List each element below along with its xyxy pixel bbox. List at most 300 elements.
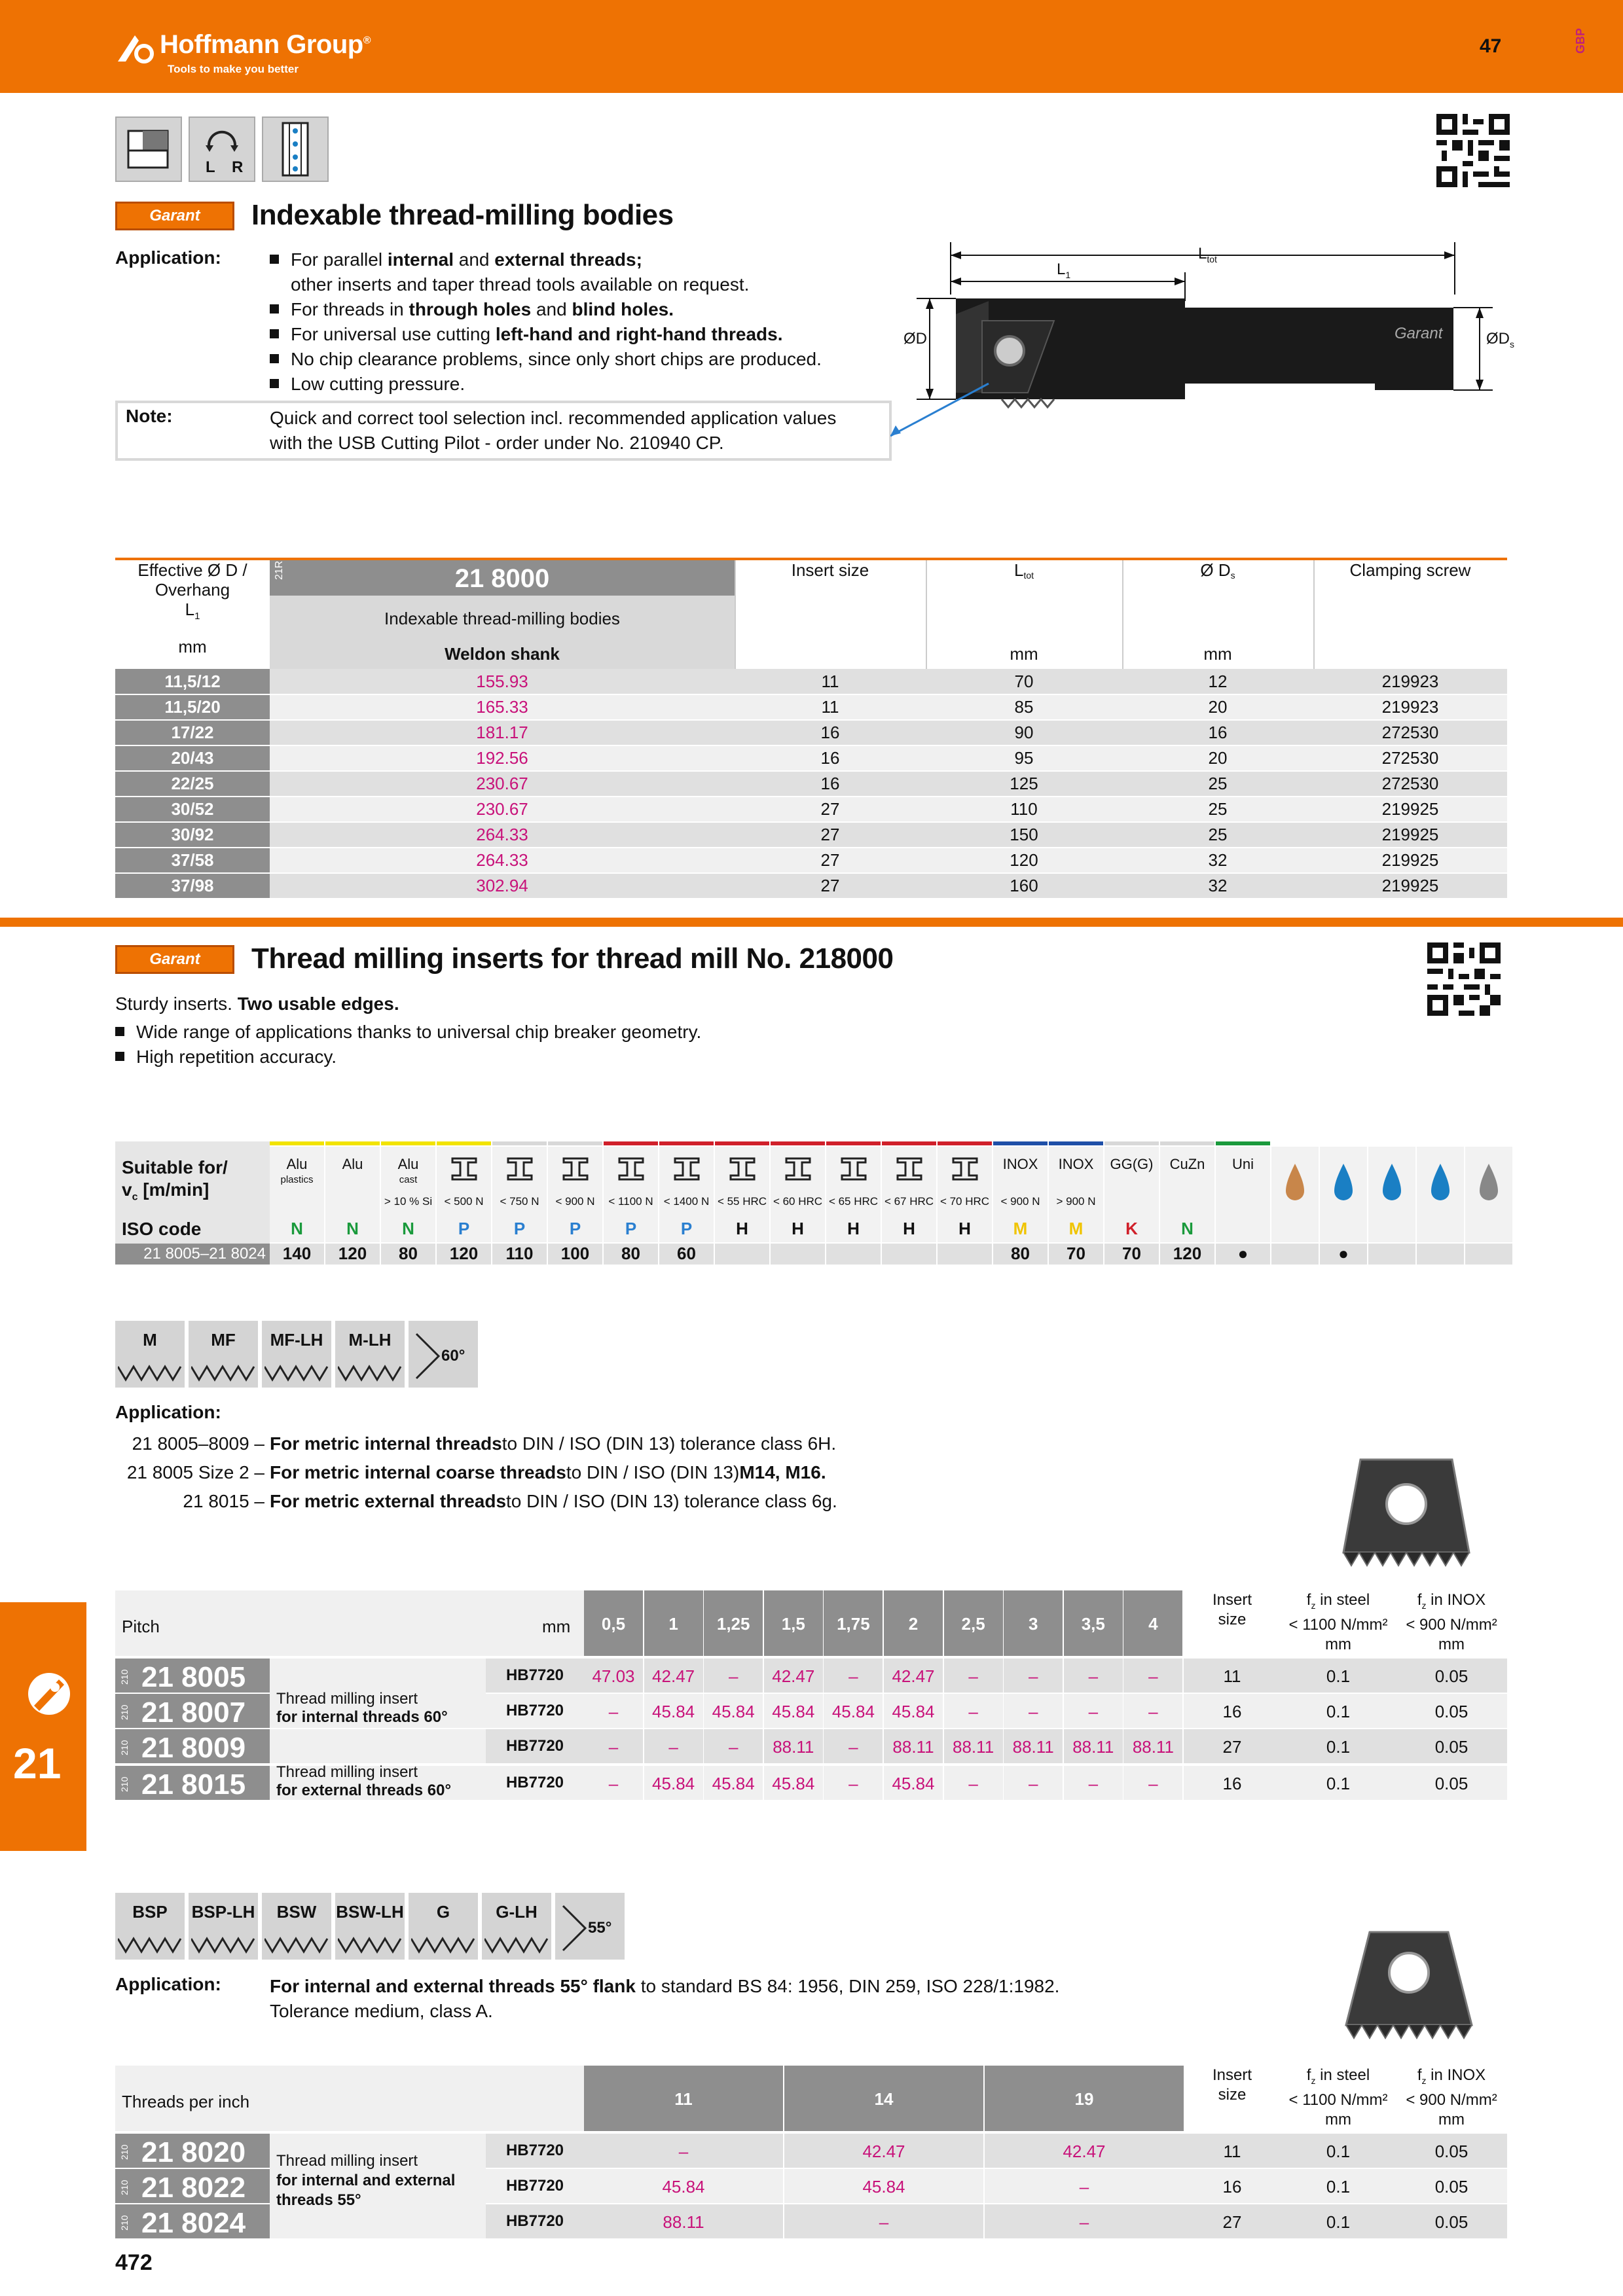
fz-steel-header: $f_z$ in steel < 1100 N/mm² mm xyxy=(1288,2066,1388,2128)
section2-bullets xyxy=(115,1020,701,1069)
insert-55-image xyxy=(1343,1927,1474,2042)
cutting-speed xyxy=(938,1244,992,1265)
cell-price: 302.94 xyxy=(270,873,735,899)
cell-eff: 30/52 xyxy=(115,797,270,822)
cell-ltot: 85 xyxy=(926,694,1122,720)
material-name: GG(G) xyxy=(1110,1156,1154,1172)
insert-size-header: Insert size xyxy=(1212,2066,1252,2104)
cell-insert: 27 xyxy=(735,822,926,848)
cell-clamp: 272530 xyxy=(1313,771,1507,797)
metric-inserts-table xyxy=(115,1590,1507,1816)
section2-intro: Sturdy inserts. Two usable edges. xyxy=(115,994,399,1014)
coolant-icon xyxy=(1379,1161,1405,1207)
steel-beam-icon xyxy=(951,1156,979,1182)
pitch-value: 1,75 xyxy=(837,1614,870,1634)
brand-logo[interactable] xyxy=(115,26,384,85)
tool-brand-print: Garant xyxy=(1395,325,1443,342)
iso-code: H xyxy=(958,1219,971,1238)
cell-eff: 11,5/12 xyxy=(115,669,270,694)
material-limit: > 10 % Si xyxy=(384,1195,433,1208)
thread-profile-icon xyxy=(118,1932,182,1958)
thread-profile-tile xyxy=(189,1893,258,1960)
price-cell: – xyxy=(879,2212,889,2232)
price-cell: 88.11 xyxy=(892,1737,934,1757)
cell-clamp: 219925 xyxy=(1313,873,1507,899)
cell-eff: 17/22 xyxy=(115,720,270,745)
price-cell: 45.84 xyxy=(831,1702,875,1721)
material-bar xyxy=(715,1141,769,1145)
steel-beam-icon xyxy=(895,1156,924,1182)
suitable-label: Suitable for/ xyxy=(122,1157,228,1177)
material-limit: < 500 N xyxy=(444,1195,484,1208)
cell-ltot: 90 xyxy=(926,720,1122,745)
desc-line: Thread milling insert xyxy=(276,2152,418,2170)
coolant-value xyxy=(1417,1244,1464,1265)
milling-tool-icon xyxy=(26,1668,72,1720)
app3-label: Application: xyxy=(115,1974,221,1994)
thread-profile-icon xyxy=(484,1932,549,1958)
cell-clamp: 272530 xyxy=(1313,745,1507,771)
material-limit: < 67 HRC xyxy=(884,1195,934,1208)
desc-external: Thread milling insert xyxy=(276,1763,418,1781)
ltot-header: $L_{tot}$ xyxy=(1013,560,1034,581)
ltot-label: $L_{tot}$ xyxy=(1198,245,1217,264)
ds-header: Ø $D_s$ xyxy=(1200,560,1235,581)
grade: HB7720 xyxy=(505,1666,564,1684)
price-cell: 42.47 xyxy=(862,2142,905,2161)
note-label: Note: xyxy=(126,406,173,426)
coolant-icon xyxy=(1330,1161,1357,1207)
thread-profile-tile xyxy=(262,1321,331,1388)
thread-profile-label: MF xyxy=(211,1330,236,1350)
material-bar xyxy=(993,1141,1048,1145)
thread-profile-label: BSW xyxy=(276,1902,317,1922)
cell-fzi: 0.05 xyxy=(1434,2212,1468,2232)
bullet-item: For universal use cutting left-hand and right-hand threads. xyxy=(270,322,822,347)
side-code: 210 xyxy=(119,1740,130,1755)
note-text xyxy=(270,406,836,456)
thread-angle-tile xyxy=(409,1321,478,1388)
pitch-value: 3,5 xyxy=(1081,1614,1105,1634)
chapter-side-tab[interactable] xyxy=(0,1602,86,1851)
garant-badge-text: Garant xyxy=(149,950,200,968)
ltot-unit: mm xyxy=(1010,644,1038,664)
tpi-label: Threads per inch xyxy=(122,2092,250,2111)
table-row xyxy=(115,669,1507,694)
cell-eff: 22/25 xyxy=(115,771,270,797)
article-number: 21 8024 xyxy=(141,2207,246,2239)
cutting-speed: 70 xyxy=(1104,1244,1159,1265)
bullet-item: For parallel internal and external threads; xyxy=(270,247,822,272)
price-cell: 45.84 xyxy=(652,1702,695,1721)
steel-beam-icon xyxy=(450,1156,479,1182)
material-limit: < 65 HRC xyxy=(828,1195,879,1208)
bullet-item: Low cutting pressure. xyxy=(270,372,822,397)
cutting-speed: 80 xyxy=(604,1244,658,1265)
material-limit: < 900 N xyxy=(555,1195,595,1208)
pitch-label: Pitch xyxy=(122,1617,160,1636)
material-bar xyxy=(1049,1141,1103,1145)
cell-fzs: 0.1 xyxy=(1326,1774,1351,1793)
side-code: 210 xyxy=(119,2179,130,2195)
thread-profile-label: BSW-LH xyxy=(336,1902,404,1922)
material-bar xyxy=(882,1141,936,1145)
cell-insert: 16 xyxy=(735,771,926,797)
price-cell: 42.47 xyxy=(652,1666,695,1686)
price-cell: – xyxy=(1079,2212,1089,2232)
material-bar xyxy=(659,1141,714,1145)
iso-code: N xyxy=(346,1219,359,1238)
price-cell: 88.11 xyxy=(1132,1737,1174,1757)
table-row xyxy=(115,771,1507,797)
cell-eff: 37/98 xyxy=(115,873,270,899)
material-name: INOX xyxy=(1002,1156,1038,1172)
cell-ds: 20 xyxy=(1122,694,1313,720)
price-cell: – xyxy=(1079,2177,1089,2197)
price-cell: – xyxy=(848,1774,858,1793)
cell-insert: 16 xyxy=(735,720,926,745)
pitch-value: 1 xyxy=(668,1614,678,1634)
price-cell: – xyxy=(848,1666,858,1686)
price-cell: 88.11 xyxy=(663,2212,704,2232)
table-row xyxy=(115,848,1507,873)
steel-beam-icon xyxy=(672,1156,701,1182)
thread-profile-icon xyxy=(118,1360,182,1386)
material-sub: plastics xyxy=(280,1174,314,1185)
desc-external-line2: for external threads 60° xyxy=(276,1782,452,1799)
thread-profile-icon xyxy=(264,1360,329,1386)
price-cell: – xyxy=(1028,1666,1038,1686)
price-cell: 45.84 xyxy=(712,1774,755,1793)
steel-beam-icon xyxy=(839,1156,868,1182)
l1-label: $L_1$ xyxy=(1057,260,1071,280)
coolant-icon xyxy=(1282,1161,1308,1207)
coolant-value xyxy=(1271,1244,1319,1265)
cell-ds: 25 xyxy=(1122,797,1313,822)
material-name: Alu xyxy=(397,1156,419,1172)
cell-fzs: 0.1 xyxy=(1326,1702,1351,1721)
grade: HB7720 xyxy=(505,1737,564,1755)
material-limit: < 55 HRC xyxy=(717,1195,767,1208)
cell-clamp: 272530 xyxy=(1313,720,1507,745)
note-line: Quick and correct tool selection incl. recommended application values xyxy=(270,408,837,428)
article-header: 21R 21 8000 xyxy=(270,560,735,596)
iso-code: N xyxy=(1181,1219,1194,1238)
thread-profile-tile xyxy=(335,1893,405,1960)
side-code: 210 xyxy=(119,1669,130,1685)
tpi-value: 19 xyxy=(1074,2089,1094,2109)
cutting-speed: 120 xyxy=(325,1244,380,1265)
garant-badge-text: Garant xyxy=(149,207,200,224)
iso-code: H xyxy=(792,1219,804,1238)
price-cell: – xyxy=(678,2142,689,2161)
qr-code-icon[interactable] xyxy=(1427,942,1501,1016)
cell-ltot: 160 xyxy=(926,873,1122,899)
price-cell: 45.84 xyxy=(772,1774,815,1793)
materials-table xyxy=(115,1141,1507,1266)
thread-profile-icon xyxy=(191,1932,255,1958)
brand-tagline: Tools to make you better xyxy=(168,63,299,75)
thread-angle: 60° xyxy=(441,1347,465,1365)
cutting-speed: ● xyxy=(1216,1244,1270,1265)
cutting-speed: 100 xyxy=(548,1244,602,1265)
steel-beam-icon xyxy=(784,1156,812,1182)
coolant-value xyxy=(1368,1244,1415,1265)
material-bar xyxy=(437,1141,491,1145)
qr-code-icon[interactable] xyxy=(1436,114,1510,187)
price-cell: 88.11 xyxy=(773,1737,814,1757)
bullet-item: High repetition accuracy. xyxy=(115,1045,701,1069)
cell-ds: 20 xyxy=(1122,745,1313,771)
cell-insert: 27 xyxy=(735,873,926,899)
price-cell: 42.47 xyxy=(772,1666,815,1686)
thread-profile-icon xyxy=(191,1360,255,1386)
side-code: 210 xyxy=(119,2144,130,2160)
desc-line: for internal and external xyxy=(276,2172,456,2189)
desc-line: threads 55° xyxy=(276,2191,361,2209)
cutting-speed xyxy=(882,1244,936,1265)
price-cell: 45.84 xyxy=(652,1774,695,1793)
material-bar xyxy=(492,1141,547,1145)
tpi-value: 11 xyxy=(674,2089,693,2109)
material-limit: > 900 N xyxy=(1056,1195,1096,1208)
material-name: INOX xyxy=(1058,1156,1094,1172)
cell-insert: 16 xyxy=(735,745,926,771)
bullet-item: For threads in through holes and blind holes. xyxy=(270,297,822,322)
cutting-speed: 110 xyxy=(492,1244,547,1265)
price-cell: 42.47 xyxy=(892,1666,935,1686)
coolant-icon xyxy=(1476,1161,1502,1207)
cell-price: 181.17 xyxy=(270,720,735,745)
thread-profile-label: BSP-LH xyxy=(191,1902,255,1922)
material-name: Uni xyxy=(1231,1156,1254,1172)
cell-ds: 25 xyxy=(1122,822,1313,848)
material-limit: < 750 N xyxy=(500,1195,539,1208)
desc-internal: Thread milling insert xyxy=(276,1690,418,1708)
cell-insert: 27 xyxy=(1222,2212,1242,2232)
section1-application-label: Application: xyxy=(115,247,221,268)
price-cell: – xyxy=(1148,1774,1158,1793)
article-number: 21 8009 xyxy=(141,1732,246,1764)
price-cell: – xyxy=(608,1737,619,1757)
desc-internal-line2: for internal threads 60° xyxy=(276,1708,448,1726)
material-bar xyxy=(938,1141,992,1145)
cutting-speed: 140 xyxy=(270,1244,324,1265)
cell-eff: 20/43 xyxy=(115,745,270,771)
iso-code-label: ISO code xyxy=(122,1219,202,1239)
cell-price: 192.56 xyxy=(270,745,735,771)
price-cell: 88.11 xyxy=(953,1737,994,1757)
material-bar xyxy=(325,1141,380,1145)
cell-ds: 12 xyxy=(1122,669,1313,694)
pitch-value: 4 xyxy=(1148,1614,1158,1634)
cutting-speed: 80 xyxy=(993,1244,1048,1265)
material-bar xyxy=(771,1141,825,1145)
material-bar xyxy=(1216,1141,1270,1145)
cell-fzs: 0.1 xyxy=(1326,2212,1351,2232)
material-bar xyxy=(826,1141,881,1145)
price-cell: 88.11 xyxy=(1072,1737,1114,1757)
cell-eff: 11,5/20 xyxy=(115,694,270,720)
effective-diameter-header: Effective Ø D / Overhang $L_1$ mm xyxy=(137,560,247,657)
grade: HB7720 xyxy=(505,1774,564,1791)
thread-profile-label: BSP xyxy=(132,1902,168,1922)
internal-coolant-icon xyxy=(262,117,329,182)
price-cell: 45.84 xyxy=(712,1702,755,1721)
cutting-speed: 80 xyxy=(381,1244,435,1265)
iso-code: H xyxy=(847,1219,860,1238)
brand-name: Hoffmann Group xyxy=(160,30,363,59)
article-number: 21 8007 xyxy=(141,1696,246,1729)
material-name: CuZn xyxy=(1169,1156,1205,1172)
cell-eff: 30/92 xyxy=(115,822,270,848)
price-cell: 45.84 xyxy=(892,1774,935,1793)
cutting-speed xyxy=(826,1244,881,1265)
iso-code: P xyxy=(625,1219,637,1238)
price-cell: – xyxy=(1088,1702,1099,1721)
cell-ltot: 70 xyxy=(926,669,1122,694)
material-limit: < 900 N xyxy=(1000,1195,1040,1208)
tool-body-drawing xyxy=(890,236,1545,445)
article-number: 21 8000 xyxy=(454,564,550,593)
material-name: Alu xyxy=(342,1156,363,1172)
price-cell: 45.84 xyxy=(862,2177,905,2197)
cell-insert: 11 xyxy=(735,694,926,720)
cell-price: 230.67 xyxy=(270,797,735,822)
material-bar xyxy=(1160,1141,1214,1145)
article-subheader xyxy=(270,596,735,669)
price-cell: – xyxy=(1028,1774,1038,1793)
app2-line: 21 8015 – For metric external threads to DIN / ISO (DIN 13) tolerance class 6g. xyxy=(183,1491,837,1511)
price-cell: – xyxy=(1148,1702,1158,1721)
steel-beam-icon xyxy=(617,1156,646,1182)
thread-angle-tile xyxy=(555,1893,625,1960)
section2-title: Thread milling inserts for thread mill No. 218000 xyxy=(251,942,894,975)
app2-lines xyxy=(115,1429,966,1516)
table-row xyxy=(115,873,1507,899)
thread-profile-tile xyxy=(335,1321,405,1388)
cell-ds: 32 xyxy=(1122,848,1313,873)
tpi-value: 14 xyxy=(874,2089,894,2109)
thread-profile-label: G-LH xyxy=(496,1902,538,1922)
cell-price: 155.93 xyxy=(270,669,735,694)
fz-inox-header: $f_z$ in INOX < 900 N/mm² mm xyxy=(1406,1591,1497,1653)
page-number-top: 47 xyxy=(1480,35,1502,57)
material-limit: < 70 HRC xyxy=(939,1195,990,1208)
pitch-value: 2,5 xyxy=(961,1614,985,1634)
cell-insert: 11 xyxy=(735,669,926,694)
price-cell: 42.47 xyxy=(1063,2142,1106,2161)
clamp-header: Clamping screw xyxy=(1349,560,1471,580)
thread-profile-label: M xyxy=(143,1330,157,1350)
price-cell: – xyxy=(1088,1774,1099,1793)
pitch-value: 1,5 xyxy=(781,1614,805,1634)
diameter-d-label: ØD xyxy=(903,330,927,348)
cell-ltot: 120 xyxy=(926,848,1122,873)
cell-ds: 25 xyxy=(1122,771,1313,797)
thread-profile-icon xyxy=(338,1360,402,1386)
cell-fzs: 0.1 xyxy=(1326,2142,1351,2161)
cutting-speed: 120 xyxy=(437,1244,491,1265)
thread-profile-icon xyxy=(264,1932,329,1958)
price-cell: – xyxy=(608,1774,619,1793)
bullet-item: No chip clearance problems, since only short chips are produced. xyxy=(270,347,822,372)
app2-line: 21 8005–8009 – For metric internal threads to DIN / ISO (DIN 13) tolerance class 6H. xyxy=(132,1433,837,1454)
cell-clamp: 219923 xyxy=(1313,669,1507,694)
thread-profile-tile xyxy=(262,1893,331,1960)
iso-code: P xyxy=(680,1219,693,1238)
material-bar xyxy=(270,1141,324,1145)
pitch-value: 3 xyxy=(1028,1614,1038,1634)
cell-clamp: 219925 xyxy=(1313,797,1507,822)
price-cell: – xyxy=(968,1774,978,1793)
thread-angle: 55° xyxy=(588,1919,612,1937)
app3-text: For internal and external threads 55° flank to standard BS 84: 1956, DIN 259, ISO 228/1:1982. Tolerance medium, class A. xyxy=(270,1976,1060,2021)
rotation-direction-icon xyxy=(189,117,255,182)
pitch-value: 0,5 xyxy=(601,1614,626,1634)
section1-title: Indexable thread-milling bodies xyxy=(251,199,674,231)
price-cell: – xyxy=(728,1737,739,1757)
insert-size-header: Insert size xyxy=(1212,1591,1252,1628)
cutting-speed xyxy=(715,1244,769,1265)
coolant-value: ● xyxy=(1320,1244,1367,1265)
bsp-inserts-table xyxy=(115,2066,1507,2262)
cutting-speed xyxy=(771,1244,825,1265)
iso-code: K xyxy=(1125,1219,1138,1238)
steel-beam-icon xyxy=(561,1156,590,1182)
diameter-ds-label: $ØD_s$ xyxy=(1486,330,1514,350)
price-cell: – xyxy=(968,1666,978,1686)
garant-badge xyxy=(115,945,234,974)
cell-insert: 11 xyxy=(1223,2142,1241,2161)
cell-fzs: 0.1 xyxy=(1326,1666,1351,1686)
iso-code: H xyxy=(903,1219,915,1238)
pitch-value: 1,25 xyxy=(716,1614,750,1634)
table-row xyxy=(115,694,1507,720)
article-number: 21 8005 xyxy=(141,1661,246,1693)
cell-insert: 11 xyxy=(1223,1666,1241,1686)
tool-body-table xyxy=(115,669,1507,899)
material-limit: < 1100 N xyxy=(608,1195,653,1208)
cell-ds: 16 xyxy=(1122,720,1313,745)
cell-clamp: 219923 xyxy=(1313,694,1507,720)
region-code: GBP xyxy=(1574,27,1588,54)
cell-ltot: 110 xyxy=(926,797,1122,822)
cell-insert: 16 xyxy=(1222,1702,1242,1721)
coolant-icon xyxy=(1427,1161,1453,1207)
iso-code: N xyxy=(291,1219,303,1238)
app2-line: 21 8005 Size 2 – For metric internal coarse threads to DIN / ISO (DIN 13) M14, M16. xyxy=(126,1462,826,1482)
price-cell: 88.11 xyxy=(1012,1737,1054,1757)
material-name: Alu xyxy=(286,1156,308,1172)
grade: HB7720 xyxy=(505,2177,564,2195)
cutting-speed: 60 xyxy=(659,1244,714,1265)
cell-fzi: 0.05 xyxy=(1434,2177,1468,2197)
article-shank: Weldon shank xyxy=(445,644,560,664)
cell-price: 165.33 xyxy=(270,694,735,720)
thread-profile-label: G xyxy=(436,1902,450,1922)
price-cell: 45.84 xyxy=(892,1702,935,1721)
vc-label: $v_c$ [m/min] xyxy=(122,1179,210,1203)
material-limit: < 60 HRC xyxy=(773,1195,823,1208)
internal-thread-icon xyxy=(115,117,182,182)
article-description: Indexable thread-milling bodies xyxy=(384,609,620,628)
price-cell: 47.03 xyxy=(592,1666,635,1686)
steel-beam-icon xyxy=(505,1156,534,1182)
iso-code: P xyxy=(513,1219,526,1238)
fz-inox-header: $f_z$ in INOX < 900 N/mm² mm xyxy=(1406,2066,1497,2128)
thread-angle-icon xyxy=(412,1330,445,1382)
